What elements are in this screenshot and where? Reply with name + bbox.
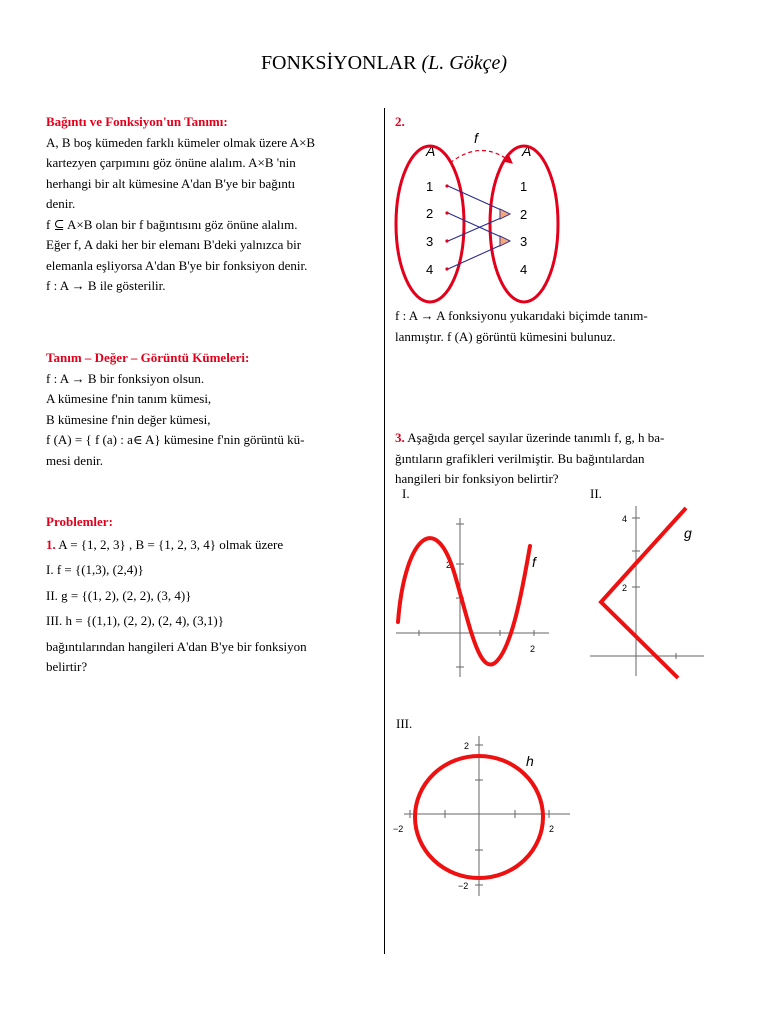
- problem-3-line: hangileri bir fonksiyon belirtir?: [395, 471, 559, 486]
- tick-label: 2: [549, 824, 555, 834]
- mapping-diagram: [392, 128, 592, 303]
- problem-1-line: belirtir?: [46, 659, 88, 674]
- problems-heading: Problemler:: [46, 514, 113, 529]
- problem-1-number: 1.: [46, 536, 56, 552]
- def-line: herhangi bir alt kümesine A'dan B'ye bir bağıntı: [46, 175, 296, 191]
- tick-label: 2: [446, 560, 452, 570]
- left-elements: [426, 179, 449, 277]
- page-title: [0, 52, 768, 75]
- definition-section: [46, 112, 376, 297]
- mapping-arrow: [448, 213, 502, 237]
- mapping-arrow: [448, 218, 502, 241]
- left-element-dot: [445, 211, 448, 214]
- arrow-head: [500, 236, 510, 246]
- f-label: f: [474, 130, 478, 146]
- curve-g-label: g: [684, 525, 692, 541]
- curve-g: [601, 508, 686, 678]
- sets-line: mesi denir.: [46, 452, 104, 468]
- tick-label: 2: [530, 644, 536, 654]
- author-text: (L. Gökçe): [421, 52, 508, 74]
- left-set-ellipse: [396, 146, 464, 302]
- problem-2-number: 2.: [395, 114, 405, 129]
- sets-heading: Tanım – Değer – Görüntü Kümeleri:: [46, 350, 250, 365]
- graph-3-label: III.: [396, 716, 413, 731]
- problem-1-line: A = {1, 2, 3} , B = {1, 2, 3, 4} olmak üzere: [58, 536, 284, 552]
- problems-section: [46, 512, 376, 678]
- def-line: f ⊆ A×B olan bir f bağıntısını göz önüne alalım.: [46, 216, 298, 232]
- graph-h: [390, 734, 575, 899]
- tick-label: 2: [464, 741, 470, 751]
- tick-label: 4: [622, 514, 628, 524]
- definition-heading: Bağıntı ve Fonksiyon'un Tanımı:: [46, 114, 228, 129]
- problem-3-line: ğıntıların grafikleri verilmiştir. Bu bağıntılardan: [395, 450, 645, 466]
- curve-f-label: f: [532, 554, 536, 570]
- problem-3-line: Aşağıda gerçel sayılar üzerinde tanımlı f, g, h ba-: [407, 430, 665, 445]
- problem-3-number: 3.: [395, 430, 405, 445]
- right-element-3: 3: [520, 234, 528, 249]
- graph-2-label: II.: [590, 486, 602, 501]
- sets-line: B kümesine f'nin değer kümesi,: [46, 411, 211, 427]
- sets-line: f (A) = { f (a) : a∈ A} kümesine f'nin görüntü kü-: [46, 432, 305, 447]
- arrow-head: [500, 209, 510, 219]
- left-element-dot: [445, 184, 448, 187]
- def-line: kartezyen çarpımını göz önüne alalım. A×B 'nin: [46, 155, 296, 170]
- sets-section: [46, 348, 376, 471]
- problem-1-line: II. g = {(1, 2), (2, 2), (3, 4)}: [46, 587, 192, 603]
- def-line: f : A → B ile gösterilir.: [46, 278, 166, 293]
- def-line: A, B boş kümeden farklı kümeler olmak üzere A×B: [46, 134, 316, 150]
- def-line: denir.: [46, 196, 76, 211]
- left-element-2: 2: [426, 206, 434, 221]
- left-element-1: 1: [426, 179, 434, 194]
- problem-1-line: III. h = {(1,1), (2, 2), (2, 4), (3,1)}: [46, 613, 224, 628]
- problem-1-line: bağıntılarından hangileri A'dan B'ye bir fonksiyon: [46, 638, 307, 654]
- mapping-arrows: [448, 186, 510, 269]
- right-element-4: 4: [520, 262, 528, 277]
- left-element-dot: [445, 267, 448, 270]
- left-set-label: A: [426, 143, 436, 159]
- def-line: Eğer f, A daki her bir elemanı B'deki yalnızca bir: [46, 237, 302, 252]
- tick-label: −2: [393, 824, 404, 834]
- left-element-4: 4: [426, 262, 434, 277]
- right-set-label: A: [522, 143, 532, 159]
- graph-g: [586, 504, 706, 679]
- problem-3-text: [395, 428, 723, 490]
- problem-2-text: [395, 306, 723, 347]
- left-element-3: 3: [426, 234, 434, 249]
- problem-1-line: I. f = {(1,3), (2,4)}: [46, 562, 144, 577]
- title-text: FONKSİYONLAR: [260, 52, 417, 74]
- curve-h-label: h: [526, 753, 534, 769]
- problem-2-line: f : A → A fonksiyonu yukarıdaki biçimde tanım-: [395, 308, 648, 323]
- problem-2-line: lanmıştır. f (A) görüntü kümesini bulunuz.: [395, 328, 616, 344]
- curve-f: [398, 538, 530, 664]
- sets-line: A kümesine f'nin tanım kümesi,: [46, 391, 212, 406]
- right-elements: [520, 179, 527, 277]
- column-divider: [384, 108, 385, 954]
- graph-f: [394, 512, 554, 682]
- right-element-2: 2: [520, 207, 528, 222]
- left-element-dot: [445, 239, 448, 242]
- right-set-ellipse: [490, 146, 558, 302]
- sets-line: f : A → B bir fonksiyon olsun.: [46, 370, 205, 386]
- tick-label: 2: [622, 583, 628, 593]
- graph-1-label: I.: [402, 486, 410, 501]
- tick-label: −2: [458, 881, 469, 891]
- right-element-1: 1: [520, 179, 528, 194]
- def-line: elemanla eşliyorsa A'dan B'ye bir fonksiyon denir.: [46, 257, 308, 273]
